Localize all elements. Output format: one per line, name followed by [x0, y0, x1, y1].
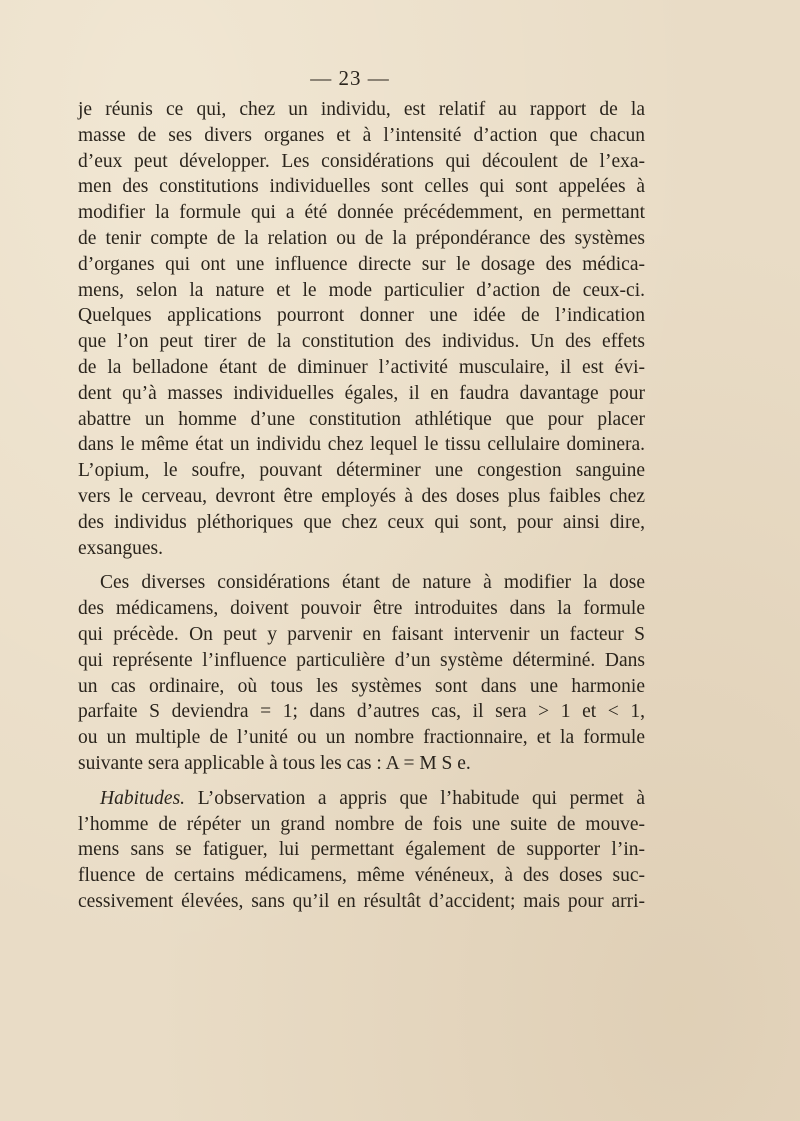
section-heading-habitudes: Habitudes. [100, 787, 186, 809]
text-line: ou un multiple de l’unité ou un nombre fractionnaire, et la formule [78, 727, 645, 749]
text-line: abattre un homme d’une constitution athlétique que pour placer [78, 408, 645, 430]
text-line: mens, selon la nature et le mode particulier d’action de ceux-ci. [78, 279, 645, 301]
paragraph-habitudes [78, 786, 645, 915]
text-line: un cas ordinaire, où tous les systèmes sont dans une harmonie [78, 675, 645, 697]
text-line: l’homme de répéter un grand nombre de fois une suite de mouve- [78, 813, 645, 835]
text-line: cessivement élevées, sans qu’il en résultât d’accident; mais pour arri- [78, 890, 645, 912]
text-line: dent qu’à masses individuelles égales, il en faudra davantage pour [78, 382, 645, 404]
text-line [78, 786, 645, 812]
text-line: exsangues. [78, 537, 164, 559]
text-line: vers le cerveau, devront être employés à des doses plus faibles chez [78, 485, 645, 507]
text-line: suivante sera applicable à tous les cas : A = M S e. [78, 752, 471, 774]
text-line: modifier la formule qui a été donnée précédemment, en permettant [78, 202, 645, 224]
text-line: des médicamens, doivent pouvoir être introduites dans la formule [78, 598, 645, 620]
text-line: de tenir compte de la relation ou de la prépondérance des systèmes [78, 227, 645, 249]
text-line: L’opium, le soufre, pouvant déterminer une congestion sanguine [78, 460, 645, 482]
text-line: parfaite S deviendra = 1; dans d’autres cas, il sera > 1 et < 1, [78, 701, 645, 723]
text-line: Ces diverses considérations étant de nature à modifier la dose [100, 572, 645, 594]
text-line: qui précède. On peut y parvenir en faisant intervenir un facteur S [78, 623, 645, 645]
text-line: men des constitutions individuelles sont celles qui sont appelées à [78, 176, 645, 198]
text-line: je réunis ce qui, chez un individu, est relatif au rapport de la [78, 99, 645, 120]
text-line: masse de ses divers organes et à l’intensité d’action que chacun [78, 124, 645, 146]
text-line: fluence de certains médicamens, même vénéneux, à des doses suc- [78, 865, 645, 887]
paragraph-constitutions [78, 97, 645, 561]
text-line: d’organes qui ont une influence directe sur le dosage des médica- [78, 253, 645, 275]
text-line: que l’on peut tirer de la constitution des individus. Un des effets [78, 331, 645, 353]
paragraph-factor-s [78, 570, 645, 776]
page-number: — 23 — [310, 66, 390, 90]
text-line: des individus pléthoriques que chez ceux qui sont, pour ainsi dire, [78, 511, 645, 533]
text-line: de la belladone étant de diminuer l’activité musculaire, il est évi- [78, 356, 645, 378]
body-text [78, 97, 645, 915]
text-line: Quelques applications pourront donner une idée de l’indication [78, 305, 645, 327]
text-line: qui représente l’influence particulière d’un système déterminé. Dans [78, 649, 645, 671]
text-line-content: L’observation a appris que l’habitude qui permet à [197, 787, 645, 809]
text-line: dans le même état un individu chez lequel le tissu cellulaire dominera. [78, 434, 645, 456]
text-line: d’eux peut développer. Les considérations qui découlent de l’exa- [78, 150, 645, 172]
text-line: mens sans se fatiguer, lui permettant également de supporter l’in- [78, 839, 645, 861]
